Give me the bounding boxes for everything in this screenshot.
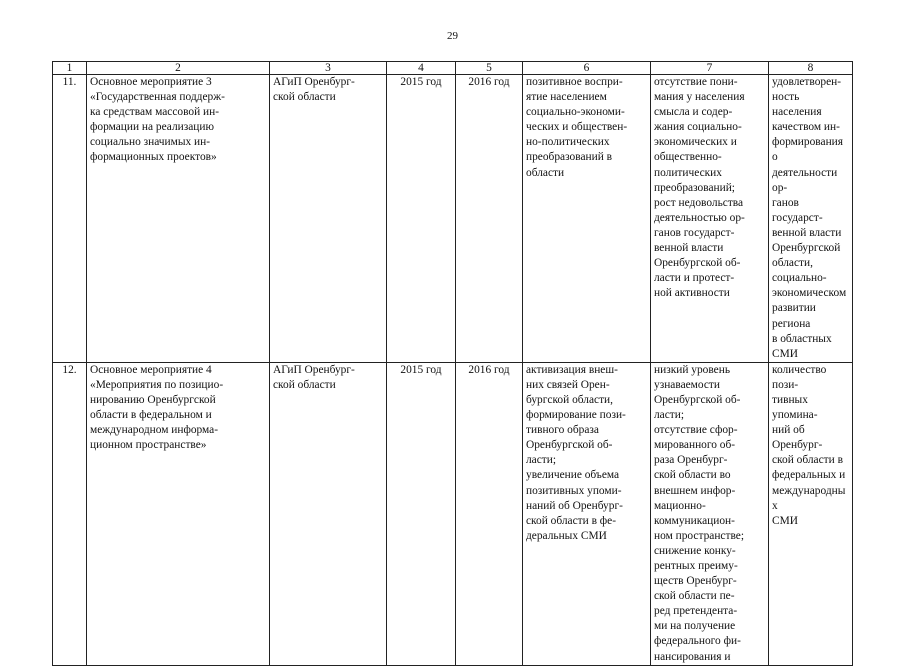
column-header-7: 7 xyxy=(651,62,769,75)
activity-cell: Основное мероприятие 3 «Государственная поддерж- ка средствам массовой ин- формации на реализацию социально значимых ин- формационных проектов» xyxy=(87,75,270,363)
end-year-cell: 2016 год xyxy=(456,75,523,363)
indicator-cell: количество пози- тивных упомина- ний об Оренбург- ской области в федеральных и международных СМИ xyxy=(769,362,853,665)
column-header-2: 2 xyxy=(87,62,270,75)
table-row xyxy=(53,362,853,665)
row-number: 12. xyxy=(53,362,87,665)
indicator-cell: удовлетворен- ность населения качеством ин- формирования о деятельности ор- ганов государст- венной власти Оренбургской области, социально- экономическом развитии региона в областных СМИ xyxy=(769,75,853,363)
table-row xyxy=(53,75,853,363)
executor-cell: АГиП Оренбург- ской области xyxy=(270,362,387,665)
start-year-cell: 2015 год xyxy=(387,75,456,363)
column-header-5: 5 xyxy=(456,62,523,75)
executor-cell: АГиП Оренбург- ской области xyxy=(270,75,387,363)
column-header-3: 3 xyxy=(270,62,387,75)
consequences-cell: низкий уровень узнаваемости Оренбургской об- ласти; отсутствие сфор- мированного об- раза Оренбург- ской области во внешнем инфор- мационно- коммуникацион- ном пространстве; снижение конку- рентных преиму- ществ Оренбург- ской области пе- ред претендента- ми на получение федерального фи- нансирования и xyxy=(651,362,769,665)
result-cell: активизация внеш- них связей Орен- бургской области, формирование пози- тивного образа Оренбургской об- ласти; увеличение объема позитивных упоми- наний об Оренбург- ской области в фе- деральных СМИ xyxy=(523,362,651,665)
result-cell: позитивное воспри- ятие населением социально-экономи- ческих и обществен- но-политических преобразований в области xyxy=(523,75,651,363)
activity-cell: Основное мероприятие 4 «Мероприятия по позицио- нированию Оренбургской области в федеральном и международном информа- ционном пространстве» xyxy=(87,362,270,665)
column-header-8: 8 xyxy=(769,62,853,75)
column-number-row xyxy=(53,62,853,75)
program-table xyxy=(52,61,853,666)
end-year-cell: 2016 год xyxy=(456,362,523,665)
column-header-4: 4 xyxy=(387,62,456,75)
start-year-cell: 2015 год xyxy=(387,362,456,665)
consequences-cell: отсутствие пони- мания у населения смысла и содер- жания социально- экономических и общественно- политических преобразований; рост недовольства деятельностью ор- ганов государст- венной власти Оренбургской об- ласти и протест- ной активности xyxy=(651,75,769,363)
row-number: 11. xyxy=(53,75,87,363)
column-header-1: 1 xyxy=(53,62,87,75)
column-header-6: 6 xyxy=(523,62,651,75)
page-number: 29 xyxy=(447,30,458,42)
